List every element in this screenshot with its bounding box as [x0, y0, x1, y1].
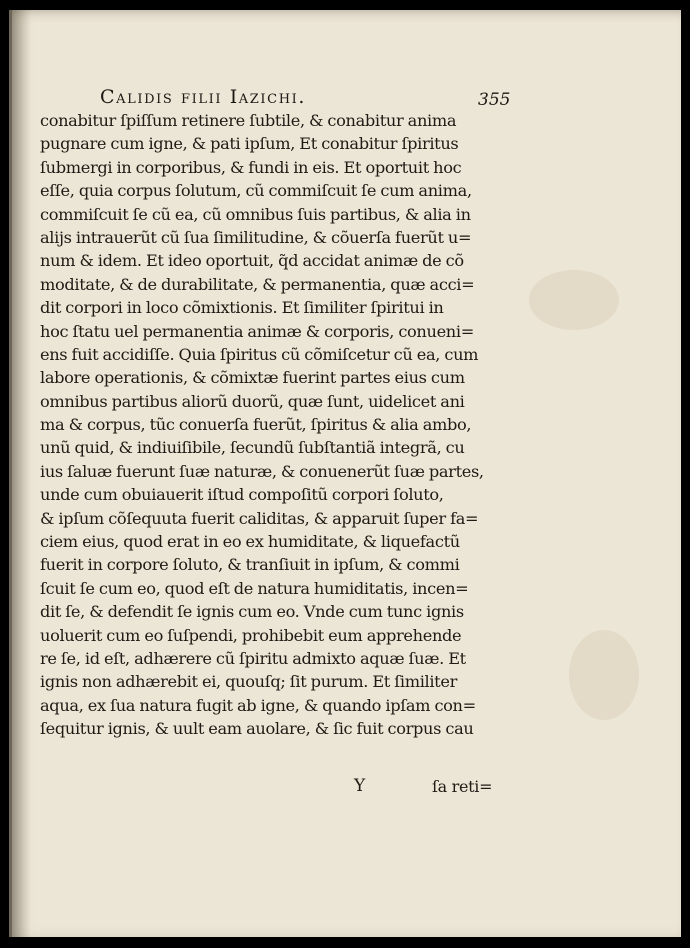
text-line: & ipſum cõſequuta fuerit caliditas, & apparuit ſuper fa= — [40, 508, 479, 528]
text-line: ius ſaluæ fuerunt ſuæ naturæ, & conuenerũt ſuæ partes, — [40, 461, 484, 481]
text-line: aqua, ex ſua natura fugit ab igne, & quando ipſam con= — [40, 695, 476, 715]
text-line: dit ſe, & defendit ſe ignis cum eo. Vnde cum tunc ignis — [40, 602, 464, 622]
paper-stain — [569, 630, 639, 720]
text-line: ciem eius, quod erat in eo ex humiditate, & liquefactũ — [40, 532, 460, 552]
text-line: ſubmergi in corporibus, & fundi in eis. Et oportuit hoc — [40, 157, 462, 177]
text-line: ignis non adhærebit ei, quouſq; ſit purum. Et ſimiliter — [40, 672, 457, 692]
page-edge — [9, 10, 12, 937]
signature-mark: Y — [354, 776, 366, 796]
paper-stain — [529, 270, 619, 330]
text-line: re ſe, id eſt, adhærere cũ ſpiritu admixto aquæ ſuæ. Et — [40, 648, 466, 668]
text-line: eſſe, quia corpus ſolutum, cũ commiſcuit ſe cum anima, — [40, 181, 472, 201]
gutter-shadow — [9, 10, 31, 937]
text-line: hoc ſtatu uel permanentia animæ & corporis, conueni= — [40, 321, 474, 341]
text-line: unde cum obuiauerit iſtud compoſitũ corpori ſoluto, — [40, 485, 444, 505]
text-line: ſequitur ignis, & uult eam auolare, & ſic fuit corpus cau — [40, 719, 474, 739]
catchword: ſa reti= — [432, 777, 493, 796]
text-line: conabitur ſpiſſum retinere ſubtile, & conabitur anima — [40, 111, 457, 130]
running-head-title: Calidis filii Iazichi. — [100, 86, 307, 108]
text-line: labore operationis, & cõmixtæ fuerint partes eius cum — [40, 368, 465, 388]
text-line: dit corpori in loco cõmixtionis. Et ſimiliter ſpiritui in — [40, 298, 444, 318]
body-text — [40, 109, 510, 741]
text-line: alijs intrauerũt cũ ſua ſimilitudine, & cõuerſa fuerũt u= — [40, 227, 472, 247]
text-line: ſcuit ſe cum eo, quod eſt de natura humiditatis, incen= — [40, 578, 469, 598]
text-line: num & idem. Et ideo oportuit, q̃d accidat animæ de cõ — [40, 251, 464, 271]
page-number: 355 — [478, 90, 511, 110]
text-line: ma & corpus, tũc conuerſa fuerũt, ſpiritus & alia ambo, — [40, 415, 472, 435]
text-line: unũ quid, & indiuiſibile, ſecundũ ſubſtantiã integrã, cu — [40, 438, 465, 458]
text-line: pugnare cum igne, & pati ipſum, Et conabitur ſpiritus — [40, 134, 459, 154]
text-line: fuerit in corpore ſoluto, & tranſiuit in ipſum, & commi — [40, 555, 460, 575]
text-line: uoluerit cum eo ſuſpendi, prohibebit eum apprehende — [40, 625, 462, 645]
text-line: omnibus partibus aliorũ duorũ, quæ ſunt, uidelicet ani — [40, 391, 465, 411]
text-line: moditate, & de durabilitate, & permanentia, quæ acci= — [40, 274, 475, 294]
text-line: ens fuit accidiſſe. Quia ſpiritus cũ cõmiſcetur cũ ea, cum — [40, 344, 479, 364]
text-line: commiſcuit ſe cũ ea, cũ omnibus ſuis partibus, & alia in — [40, 204, 471, 224]
book-page — [9, 10, 681, 937]
